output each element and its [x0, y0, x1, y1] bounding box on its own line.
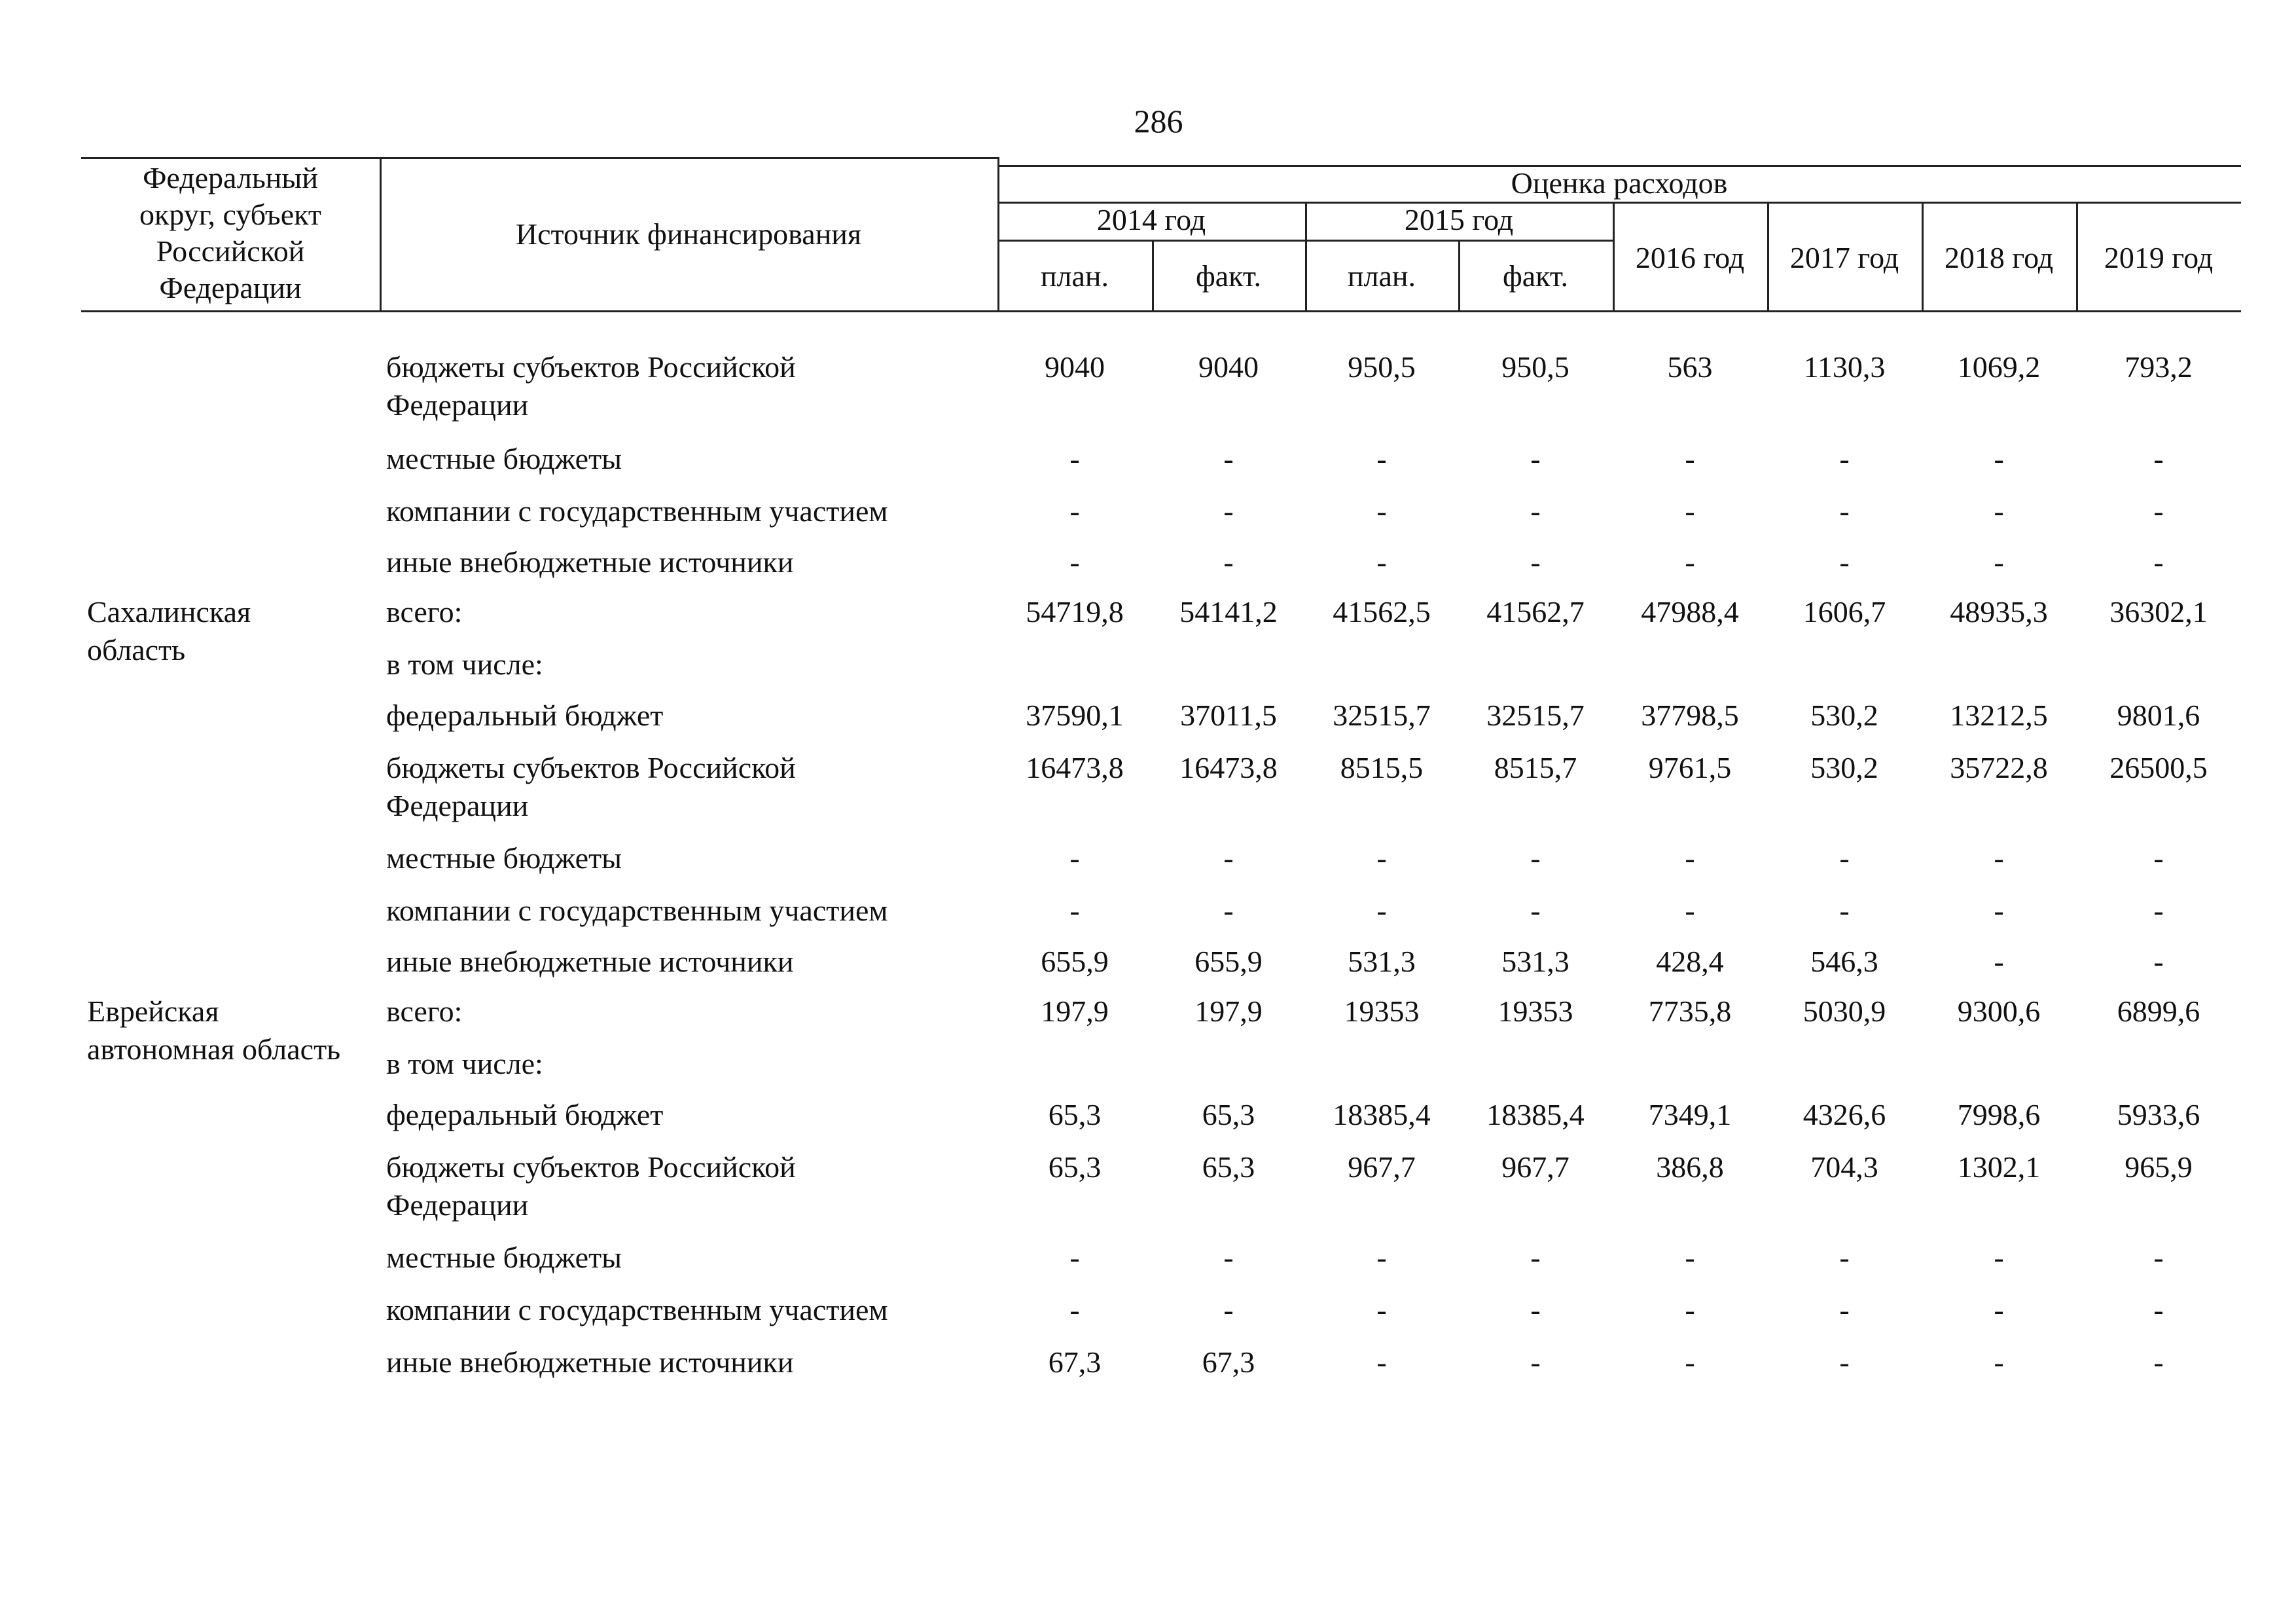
value-cell: -	[1376, 1241, 1387, 1274]
value-cell: 8515,5	[1340, 751, 1424, 784]
value-cell: 48935,3	[1950, 595, 2048, 629]
source-cell	[386, 1239, 988, 1277]
table-row	[0, 1291, 2296, 1343]
source-line: иные внебюджетные источники	[386, 545, 794, 579]
source-line: иные внебюджетные источники	[386, 1345, 794, 1379]
value-cell: -	[1376, 841, 1387, 875]
value-cell: 1130,3	[1803, 350, 1886, 384]
value-cell: -	[1685, 1345, 1695, 1379]
value-cell: 35722,8	[1950, 751, 2048, 784]
value-cell: -	[1685, 442, 1695, 475]
region-line: автономная область	[87, 1032, 341, 1066]
header-expense-group: Оценка расходов	[1511, 166, 1728, 200]
value-cell: -	[2153, 894, 2164, 927]
source-cell	[386, 646, 988, 684]
header-region-column	[81, 160, 380, 306]
value-cell: -	[1530, 494, 1541, 528]
value-cell: 18385,4	[1486, 1098, 1585, 1131]
value-cell: 36302,1	[2109, 595, 2208, 629]
value-cell: -	[2153, 442, 2164, 475]
value-cell: 7349,1	[1648, 1098, 1732, 1131]
table-row	[0, 646, 2296, 698]
table-row	[0, 440, 2296, 492]
source-line: федеральный бюджет	[386, 1098, 664, 1131]
value-cell: 19353	[1498, 994, 1573, 1028]
value-cell: 1606,7	[1803, 595, 1886, 629]
source-cell	[386, 593, 988, 631]
source-line: иные внебюджетные источники	[386, 945, 794, 978]
header-year-2018: 2018 год	[1944, 241, 2054, 274]
table-row	[0, 749, 2296, 822]
table-row	[0, 1096, 2296, 1148]
value-cell: 950,5	[1348, 350, 1416, 384]
value-cell: -	[1223, 1241, 1234, 1274]
value-cell: 9040	[1045, 350, 1105, 384]
value-cell: 530,2	[1810, 751, 1878, 784]
source-line: бюджеты субъектов Российской	[386, 751, 796, 784]
value-cell: -	[1069, 841, 1080, 875]
value-cell: 5933,6	[2117, 1098, 2200, 1131]
value-cell: -	[2153, 494, 2164, 528]
value-cell: -	[1839, 545, 1850, 579]
source-line: всего:	[386, 595, 463, 629]
value-cell: -	[1223, 841, 1234, 875]
value-cell: -	[2153, 545, 2164, 579]
value-cell: -	[1994, 545, 2004, 579]
source-cell	[386, 749, 988, 825]
value-cell: -	[1376, 894, 1387, 927]
value-cell: -	[1994, 1293, 2004, 1326]
value-cell: -	[1994, 894, 2004, 927]
value-cell: -	[1530, 442, 1541, 475]
value-cell: 9801,6	[2117, 699, 2200, 732]
value-cell: -	[2153, 1241, 2164, 1274]
value-cell: -	[2153, 1293, 2164, 1326]
table-row	[0, 839, 2296, 892]
value-cell: -	[1685, 494, 1695, 528]
value-cell: -	[1839, 1241, 1850, 1274]
value-cell: 950,5	[1501, 350, 1570, 384]
value-cell: 531,3	[1348, 945, 1416, 978]
source-cell	[386, 348, 988, 424]
header-region-line: Федерации	[159, 271, 302, 304]
value-cell: -	[2153, 1345, 2164, 1379]
value-cell: 18385,4	[1333, 1098, 1431, 1131]
value-cell: 13212,5	[1950, 699, 2048, 732]
table-row	[0, 543, 2296, 596]
value-cell: 37011,5	[1180, 699, 1277, 732]
value-cell: 967,7	[1501, 1150, 1570, 1184]
value-cell: 5030,9	[1803, 994, 1886, 1028]
value-cell: 8515,7	[1494, 751, 1577, 784]
value-cell: 54141,2	[1179, 595, 1278, 629]
value-cell: 9040	[1198, 350, 1259, 384]
value-cell: 16473,8	[1026, 751, 1124, 784]
header-2015-plan: план.	[1347, 259, 1416, 293]
value-cell: 704,3	[1810, 1150, 1878, 1184]
value-cell: 65,3	[1202, 1150, 1255, 1184]
value-cell: -	[1685, 545, 1695, 579]
header-region-line: Федеральный	[143, 161, 318, 194]
source-line: компании с государственным участием	[386, 894, 888, 927]
value-cell: 655,9	[1041, 945, 1109, 978]
value-cell: -	[1223, 545, 1234, 579]
source-cell	[386, 1045, 988, 1083]
header-2014-plan: план.	[1040, 259, 1109, 293]
value-cell: -	[1839, 1345, 1850, 1379]
value-cell: -	[1069, 1241, 1080, 1274]
table-row	[0, 697, 2296, 749]
source-cell	[386, 1291, 988, 1329]
table-row	[0, 892, 2296, 944]
source-line: федеральный бюджет	[386, 699, 664, 732]
value-cell: 9761,5	[1648, 751, 1732, 784]
value-cell: 26500,5	[2109, 751, 2208, 784]
value-cell: 197,9	[1194, 994, 1263, 1028]
value-cell: -	[2153, 841, 2164, 875]
value-cell: -	[1530, 894, 1541, 927]
value-cell: -	[1685, 894, 1695, 927]
source-line: в том числе:	[386, 647, 543, 681]
value-cell: -	[1223, 894, 1234, 927]
value-cell: -	[1069, 442, 1080, 475]
region-line: Сахалинская	[87, 595, 251, 629]
value-cell: -	[1376, 545, 1387, 579]
header-top-rule	[81, 157, 997, 159]
value-cell: -	[1839, 841, 1850, 875]
value-cell: -	[1069, 894, 1080, 927]
value-cell: 530,2	[1810, 699, 1878, 732]
source-line: Федерации	[386, 1188, 529, 1222]
source-cell	[386, 993, 988, 1030]
value-cell: -	[1839, 1293, 1850, 1326]
value-cell: 1302,1	[1957, 1150, 2041, 1184]
header-year-2017: 2017 год	[1789, 241, 1899, 274]
value-cell: 41562,5	[1333, 595, 1431, 629]
source-cell	[386, 440, 988, 478]
value-cell: 531,3	[1501, 945, 1570, 978]
value-cell: -	[1994, 1345, 2004, 1379]
value-cell: -	[1530, 841, 1541, 875]
value-cell: -	[1223, 494, 1234, 528]
header-year-2019: 2019 год	[2104, 241, 2214, 274]
value-cell: -	[1994, 1241, 2004, 1274]
value-cell: 37590,1	[1026, 699, 1124, 732]
value-cell: 65,3	[1048, 1150, 1102, 1184]
table-row	[0, 943, 2296, 995]
header-bottom-rule	[81, 310, 2241, 312]
value-cell: -	[1994, 841, 2004, 875]
header-year-2016: 2016 год	[1635, 241, 1745, 274]
value-cell: 65,3	[1048, 1098, 1102, 1131]
value-cell: -	[1839, 442, 1850, 475]
source-cell	[386, 492, 988, 530]
source-cell	[386, 543, 988, 581]
header-region-line: округ, субъект	[139, 198, 321, 231]
table-row	[0, 1239, 2296, 1291]
value-cell: 65,3	[1202, 1098, 1255, 1131]
source-line: Федерации	[386, 789, 529, 822]
header-region-line: Российской	[156, 234, 305, 268]
value-cell: 793,2	[2125, 350, 2193, 384]
value-cell: -	[1685, 1241, 1695, 1274]
header-year-2015: 2015 год	[1404, 203, 1514, 236]
value-cell: 9300,6	[1957, 994, 2041, 1028]
value-cell: 19353	[1344, 994, 1420, 1028]
value-cell: 54719,8	[1026, 595, 1124, 629]
table-row	[0, 1148, 2296, 1222]
source-line: местные бюджеты	[386, 841, 622, 875]
value-cell: -	[1530, 1241, 1541, 1274]
table-row	[0, 492, 2296, 545]
value-cell: 41562,7	[1486, 595, 1585, 629]
value-cell: 37798,5	[1641, 699, 1739, 732]
source-cell	[386, 1148, 988, 1224]
source-line: местные бюджеты	[386, 442, 622, 475]
value-cell: 7998,6	[1957, 1098, 2041, 1131]
value-cell: 47988,4	[1641, 595, 1739, 629]
value-cell: -	[1376, 1345, 1387, 1379]
value-cell: -	[1069, 545, 1080, 579]
value-cell: -	[1994, 442, 2004, 475]
value-cell: -	[1685, 1293, 1695, 1326]
header-source-column: Источник финансирования	[515, 217, 862, 251]
value-cell: -	[1069, 1293, 1080, 1326]
value-cell: -	[2153, 945, 2164, 978]
source-cell	[386, 697, 988, 735]
source-line: местные бюджеты	[386, 1241, 622, 1274]
value-cell: -	[1839, 894, 1850, 927]
source-line: бюджеты субъектов Российской	[386, 1150, 796, 1184]
source-cell	[386, 943, 988, 981]
value-cell: 563	[1667, 350, 1713, 384]
header-2014-fact: факт.	[1195, 259, 1262, 293]
table-row	[0, 1343, 2296, 1396]
value-cell: -	[1223, 442, 1234, 475]
value-cell: -	[1376, 442, 1387, 475]
region-line: Еврейская	[87, 994, 219, 1028]
value-cell: -	[1994, 945, 2004, 978]
value-cell: 6899,6	[2117, 994, 2200, 1028]
source-line: Федерации	[386, 388, 529, 422]
source-cell	[386, 1343, 988, 1381]
value-cell: -	[1069, 494, 1080, 528]
value-cell: 32515,7	[1486, 699, 1585, 732]
value-cell: 1069,2	[1957, 350, 2041, 384]
source-line: всего:	[386, 994, 463, 1028]
source-line: компании с государственным участием	[386, 1293, 888, 1326]
header-year-2014: 2014 год	[1096, 203, 1206, 236]
value-cell: 67,3	[1202, 1345, 1255, 1379]
source-line: компании с государственным участием	[386, 494, 888, 528]
source-cell	[386, 1096, 988, 1134]
page-number: 286	[1134, 103, 1183, 139]
value-cell: -	[1530, 1293, 1541, 1326]
header-2015-fact: факт.	[1502, 259, 1569, 293]
value-cell: -	[1685, 841, 1695, 875]
source-cell	[386, 892, 988, 930]
value-cell: 655,9	[1194, 945, 1263, 978]
value-cell: 32515,7	[1333, 699, 1431, 732]
value-cell: -	[1376, 1293, 1387, 1326]
value-cell: 7735,8	[1648, 994, 1732, 1028]
value-cell: 16473,8	[1179, 751, 1278, 784]
table-row	[0, 1045, 2296, 1097]
value-cell: 546,3	[1810, 945, 1878, 978]
value-cell: 965,9	[2125, 1150, 2193, 1184]
value-cell: -	[1994, 494, 2004, 528]
value-cell: 67,3	[1048, 1345, 1102, 1379]
value-cell: 4326,6	[1803, 1098, 1886, 1131]
value-cell: -	[1223, 1293, 1234, 1326]
source-line: в том числе:	[386, 1047, 543, 1080]
value-cell: -	[1376, 494, 1387, 528]
source-cell	[386, 839, 988, 877]
region-line: область	[87, 633, 186, 666]
value-cell: -	[1530, 1345, 1541, 1379]
value-cell: -	[1530, 545, 1541, 579]
value-cell: 428,4	[1656, 945, 1724, 978]
value-cell: 197,9	[1041, 994, 1109, 1028]
source-line: бюджеты субъектов Российской	[386, 350, 796, 384]
value-cell: -	[1839, 494, 1850, 528]
table-row	[0, 348, 2296, 422]
value-cell: 967,7	[1348, 1150, 1416, 1184]
value-cell: 386,8	[1656, 1150, 1724, 1184]
